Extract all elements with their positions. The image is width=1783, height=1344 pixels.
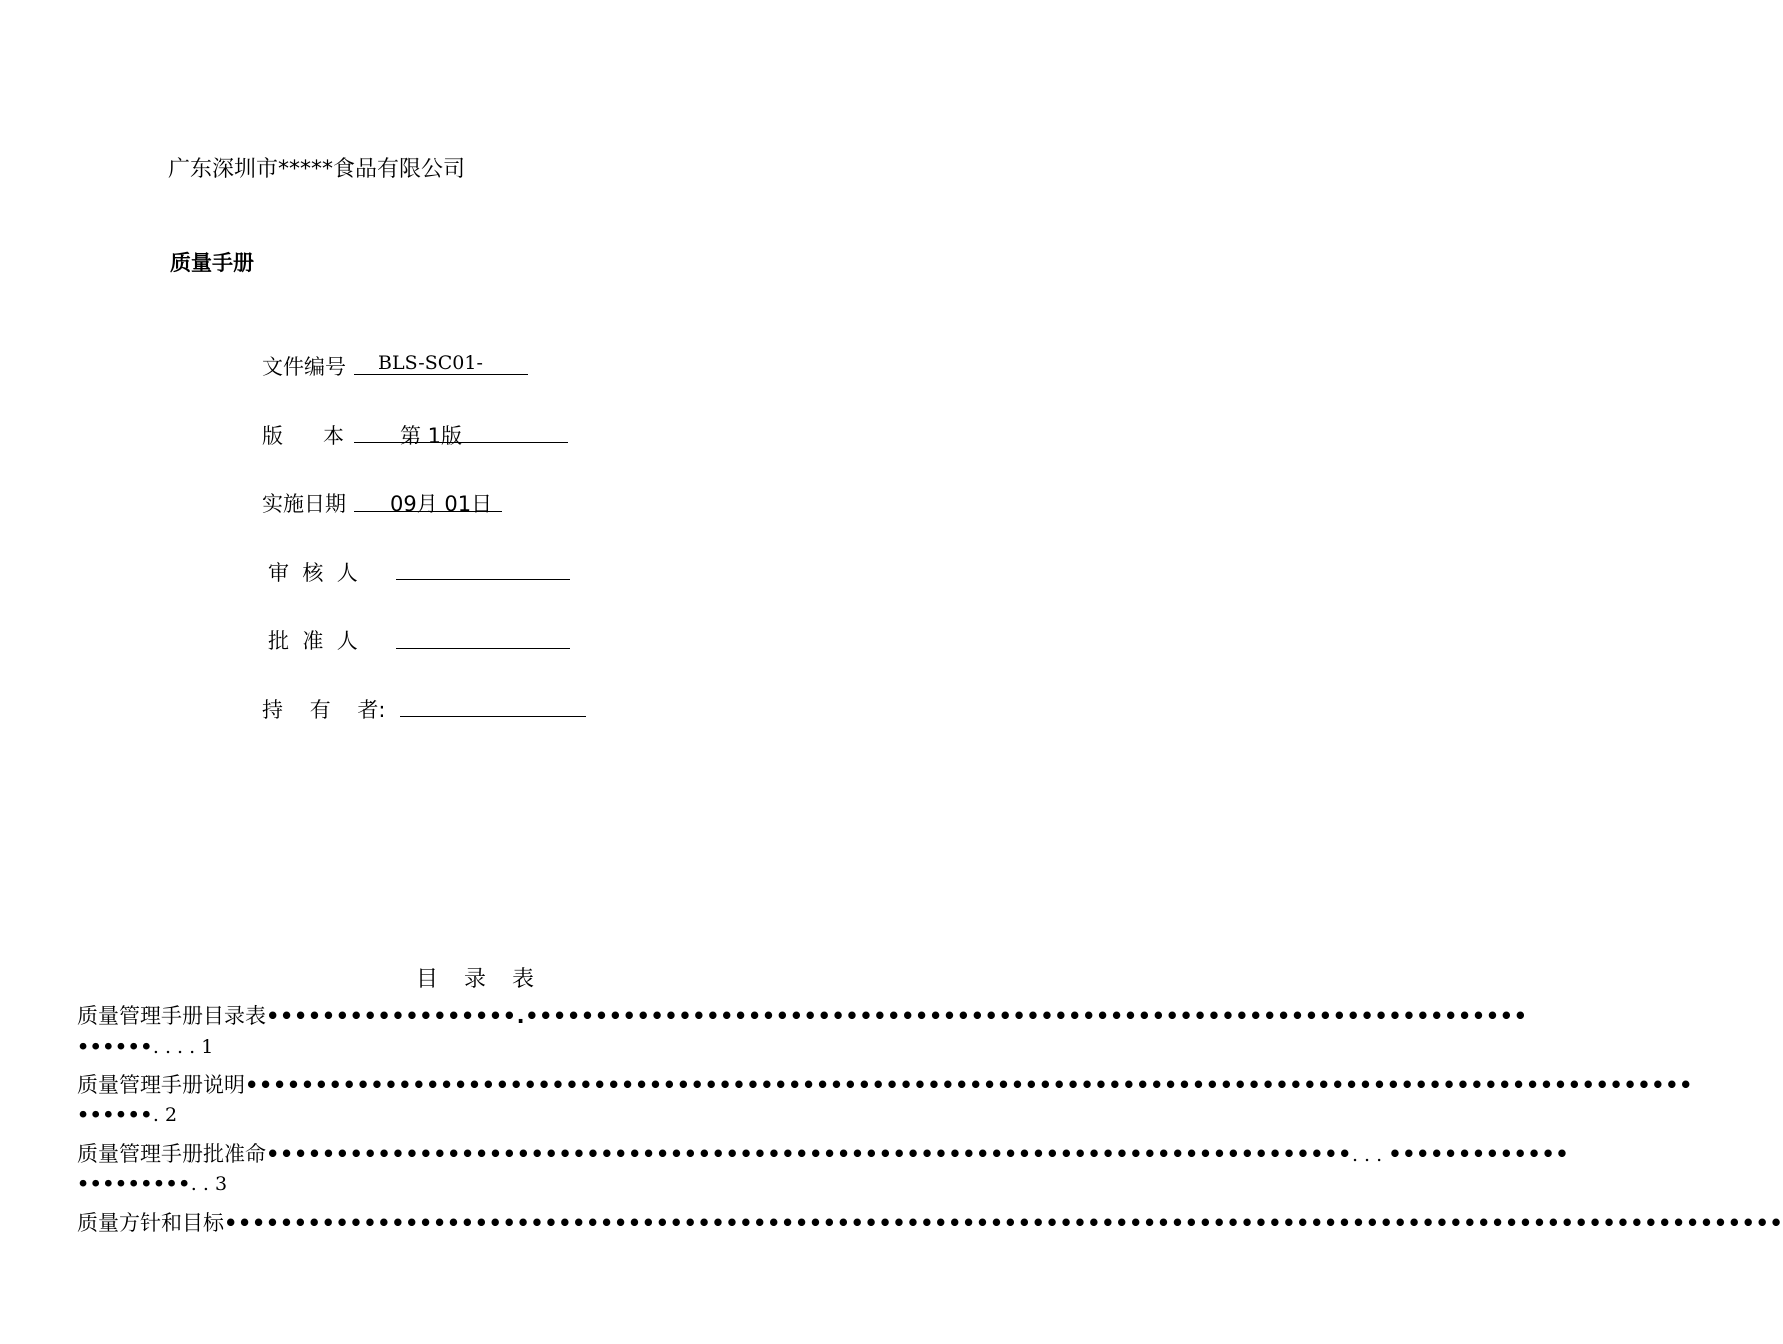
toc-heading: 目录表 bbox=[416, 967, 561, 992]
toc-leader-dots: •••••••••••••••••••••••••••••••••••••••••••••••••••••••••••••••••••••••••••••••••••••••••••••••••••••••••••••••• bbox=[224, 1211, 1783, 1235]
toc-entry-continuation: •••••••••. . 3 bbox=[77, 1173, 228, 1195]
doc-no-label: 文件编号 bbox=[262, 355, 346, 379]
toc-entry-title bbox=[77, 1000, 1528, 1030]
toc-entry-title bbox=[77, 1207, 1783, 1237]
version-label: 版 本 bbox=[262, 424, 345, 448]
doc-no-value: BLS-SC01- bbox=[378, 352, 483, 374]
toc-entry-title: 质量管理手册批准命••••••••••••••••••••••••••••••••••••••••••••••••••••••••••••••••••••••••••••••. . . ••••••••••••• bbox=[77, 1142, 1570, 1166]
reviewer-underline bbox=[396, 579, 570, 580]
reviewer-label: 审 核 人 bbox=[268, 561, 358, 585]
toc-entry-title bbox=[77, 1069, 1693, 1099]
date-label: 实施日期 bbox=[262, 492, 346, 516]
company-name: 广东深圳市*****食品有限公司 bbox=[168, 157, 466, 182]
toc-entry-text: 质量管理手册说明 bbox=[77, 1073, 245, 1097]
toc-entry-text: 质量管理手册目录表 bbox=[77, 1004, 266, 1028]
holder-label: 持 有 者: bbox=[262, 698, 386, 722]
holder-underline bbox=[400, 716, 586, 717]
toc-entry-continuation: ••••••. . . . 1 bbox=[77, 1036, 214, 1058]
manual-title: 质量手册 bbox=[170, 251, 254, 275]
approver-underline bbox=[396, 648, 570, 649]
version-value: 第 1版 bbox=[400, 424, 463, 448]
toc-entry-page: 2 bbox=[164, 1104, 178, 1126]
approver-label: 批 准 人 bbox=[268, 629, 358, 653]
toc-leader-dots: •••••••••••••••••••••••••••••••••••••••••••••••••••••••••••••••••••••••••••••••••••••••••••••••••••••••• bbox=[245, 1073, 1693, 1097]
doc-no-underline bbox=[354, 374, 528, 375]
toc-entry-page: 3 bbox=[214, 1173, 228, 1195]
toc-leader-dots: ••••••••••••••••••.•••••••••••••••••••••••••••••••••••••••••••••••••••••••••••••••••••••••• bbox=[266, 1004, 1528, 1028]
toc-entry-continuation: ••••••. 2 bbox=[77, 1104, 178, 1126]
toc-entry-page: 1 bbox=[201, 1036, 214, 1058]
toc-entry-text: 质量管理手册批准命 bbox=[77, 1142, 266, 1166]
toc-leader-dots: •••••••••••••••••••••••••••••••••••••••••••••••••••••••••••••••••••••••••••••• bbox=[266, 1142, 1352, 1166]
date-value: 09月 01日 bbox=[390, 492, 493, 516]
toc-entry-text: 质量方针和目标 bbox=[77, 1211, 224, 1235]
